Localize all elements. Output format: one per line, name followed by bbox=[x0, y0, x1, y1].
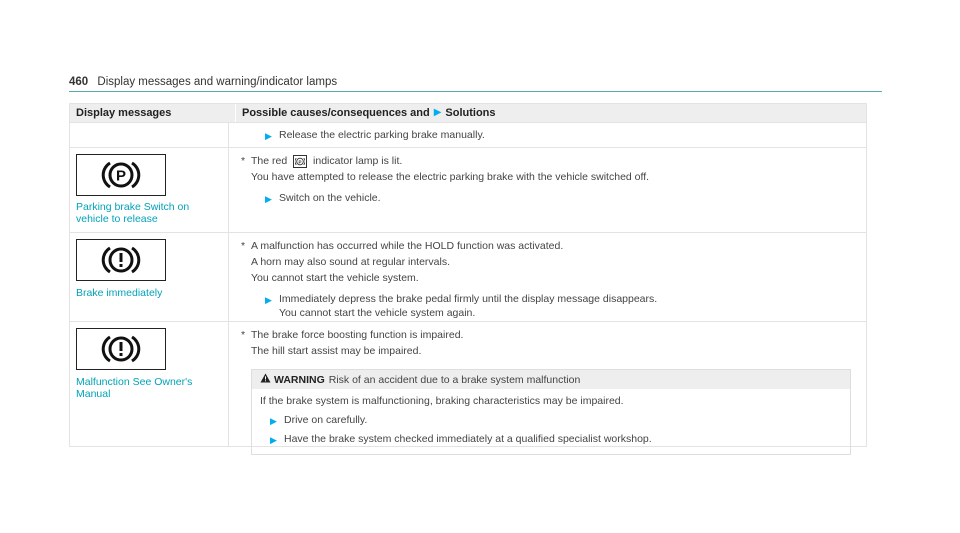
display-messages-table bbox=[69, 103, 867, 447]
brake-warning-lamp-icon bbox=[76, 239, 166, 281]
message-label: Brake immediately bbox=[76, 287, 163, 299]
svg-text:P: P bbox=[298, 159, 302, 165]
svg-text:P: P bbox=[115, 167, 127, 185]
table-header bbox=[70, 104, 866, 122]
page-number: 460 bbox=[69, 76, 89, 88]
col-header-causes-solutions: Possible causes/consequences and ▶ Solutions bbox=[236, 104, 866, 122]
table-row bbox=[70, 122, 866, 147]
warning-title: WARNING bbox=[274, 373, 325, 386]
row-solution-cell: * A malfunction has occurred while the HOLD function was activated. A horn may also sound at regular intervals. You cannot start the vehicle system. ▶ Immediately depress the brake pedal firmly until the display message disappears. You cannot start the vehicle system again. bbox=[229, 233, 866, 321]
arrow-right-icon: ▶ bbox=[265, 295, 272, 305]
page-title: Display messages and warning/indicator lamps bbox=[97, 76, 338, 88]
solution-step: ▶ Immediately depress the brake pedal firmly until the display message disappears. You cannot start the vehicle system again. bbox=[265, 293, 658, 319]
row-message-cell bbox=[70, 233, 229, 321]
row-message-cell bbox=[70, 148, 229, 232]
row-message-cell bbox=[70, 123, 229, 147]
col-header-display-messages: Display messages bbox=[70, 104, 236, 122]
arrow-right-icon: ▶ bbox=[270, 416, 277, 426]
brake-malfunction-lamp-icon bbox=[76, 328, 166, 370]
arrow-right-icon: ▶ bbox=[433, 107, 442, 118]
message-label: Malfunction See Owner's Manual bbox=[76, 376, 193, 400]
warning-header bbox=[252, 370, 850, 389]
warning-triangle-icon bbox=[260, 373, 274, 386]
row-message-cell bbox=[70, 322, 229, 446]
header-rule bbox=[69, 91, 882, 92]
solution-step: ▶ Switch on the vehicle. bbox=[265, 192, 381, 204]
table-row bbox=[70, 147, 866, 232]
table-row bbox=[70, 232, 866, 321]
arrow-right-icon: ▶ bbox=[265, 131, 272, 141]
warning-box bbox=[251, 369, 851, 455]
parking-brake-lamp-icon bbox=[76, 154, 166, 196]
warning-body: If the brake system is malfunctioning, braking characteristics may be impaired. ▶ Drive on carefully. ▶ Have the brake system checked immediately at a qualified specialist workshop. bbox=[252, 389, 850, 454]
message-label: Parking brake Switch on vehicle to release bbox=[76, 201, 190, 225]
solution-step: ▶ Have the brake system checked immediately at a qualified specialist workshop. bbox=[270, 433, 652, 445]
parking-brake-small-icon bbox=[293, 155, 307, 168]
solution-step: ▶ Release the electric parking brake manually. bbox=[265, 129, 485, 141]
arrow-right-icon: ▶ bbox=[265, 194, 272, 204]
row-solution-cell: * The brake force boosting function is impaired. The hill start assist may be impaired. WARNING Risk of an accident due to a brake system malfunction If the brake system is malfunctioning, braking characteristics may be impaired. ▶ Drive on carefully. ▶ Have the brake system checked immediately at a qualified specialist workshop. bbox=[229, 322, 866, 446]
solution-step: ▶ Drive on carefully. bbox=[270, 414, 368, 426]
row-solution-cell: * The red P indicator lamp is lit. You have attempted to release the electric parking brake with the vehicle switched off. ▶ Switch on the vehicle. bbox=[229, 148, 866, 232]
table-row bbox=[70, 321, 866, 446]
row-solution-cell bbox=[229, 123, 866, 147]
page-header bbox=[69, 76, 337, 88]
arrow-right-icon: ▶ bbox=[270, 435, 277, 445]
warning-headline: Risk of an accident due to a brake system malfunction bbox=[328, 373, 581, 386]
